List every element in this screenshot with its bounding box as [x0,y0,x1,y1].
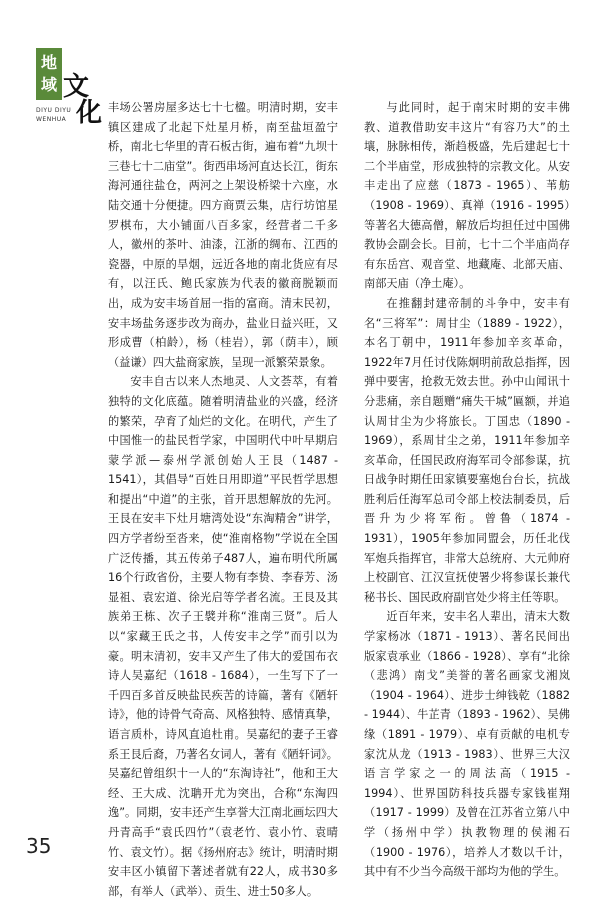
section-pinyin-line-1: DIYU DIYU [36,107,72,114]
paragraph: 丰场公署房屋多达七十七楹。明清时期，安丰镇区建成了北起下灶星月桥，南至盐垣盈宁桥，南北七华里的青石板古街，遍布着“九坝十三巷七十二庙堂”。街西串场河直达长江，街东海河通往盐仓，两河之上架设桥梁十六座，水陆交通十分便捷。四方商贾云集，店行坊馆星罗棋布，大小铺面八百多家，经营者二千多人，徽州的茶叶、油漆，江浙的绸布、江西的瓷器，中原的旱烟，远近各地的南北货应有尽有，以汪氏、鲍氏家族为代表的徽商脱颖而出，成为安丰场首屈一指的富商。清末民初，安丰场盐务逐步改为商办，盐业日益兴旺，又形成曹（柏龄），杨（桂岩），郭（荫丰），顾（益谦）四大盐商家族，呈现一派繁荣景象。 [108,101,338,369]
right-column [364,98,570,882]
left-column [108,98,338,901]
section-title-char-2: 化 [76,98,103,128]
section-pinyin-line-2: WENHUA [36,116,67,123]
paragraph: 与此同时，起于南宋时期的安丰佛教、道教借助安丰这片“有容乃大”的土壤，脉脉相传，渐趋极盛，先后建起七十二个半庙堂，形成独特的宗教文化。从安丰走出了应慈（1873 - 1965）、苇舫（1908 - 1969）、真禅（1916 - 1995）等著名大德高僧，解放后均担任过中国佛教协会副会长。目前，七十二个半庙尚存有东岳宫、观音堂、地藏庵、北部天庙、南部天庙（净土庵）。 [364,101,570,291]
paragraph: 安丰自古以来人杰地灵、人文荟萃，有着独特的文化底蕴。随着明清盐业的兴盛，经济的繁荣，孕育了灿烂的文化。在明代，产生了中国惟一的盐民哲学家，中国明代中叶早期启蒙学派—泰州学派创始人王艮（1487 - 1541），其倡导“百姓日用即道”平民哲学思想和提出“中道”的主张，首开思想解放的先河。王艮在安丰下灶月塘湾处设“东淘精舍”讲学，四方学者纷至沓来，使“淮南格物”学说在全国广泛传播，其五传弟子487人，遍布明代所属16个行政省份，主要人物有李贽、李春芳、汤显祖、袁宏道、徐光启等学者名流。王艮及其族弟王栋、次子王襞并称“淮南三贤”。后人以“家藏王氏之书，人传安丰之学”而引以为豪。明末清初，安丰又产生了伟大的爱国布衣诗人吴嘉纪（1618 - 1684），一生写下了一千四百多首反映盐民疾苦的诗篇，著有《陋轩诗》，他的诗骨气奇高、风格独特、感情真挚，语言质朴，诗风直追杜甫。吴嘉纪的妻子王睿系王艮后裔，乃著名女词人，著有《陋轩词》。吴嘉纪曾组织十一人的“东淘诗社”，他和王大经、王大成、沈聃开尤为突出，合称“东淘四逸”。同期，安丰还产生享誉大江南北画坛四大丹青高手“袁氏四竹”（袁老竹、袁小竹、袁晴竹、袁文竹）。据《扬州府志》统计，明清时期安丰区小镇留下著述者就有22人，成书30多部，有举人（武举）、贡生、进士50多人。 [108,375,338,898]
paragraph: 在推翻封建帝制的斗争中，安丰有名“三将军”：周甘尘（1889 - 1922），本名丁朝中，1911年参加辛亥革命，1922年7月任讨伐陈炯明前敌总指挥，因弹中要害，抢救无效去世。孙中山闻讯十分悲痛，亲自题赠“痛失干城”匾额，并追认周甘尘为少将旅长。丁国忠（1890 - 1969），系周甘尘之弟，1911年参加辛亥革命，任国民政府海军司令部参谋，抗日战争时期任田家镇要塞炮台台长，抗战胜利后任海军总司令部上校法制委员，后晋升为少将军衔。曾鲁（1874 - 1931），1905年参加同盟会，历任北伐军炮兵指挥官，非常大总统府、大元帅府上校副官、江汉宣抚使署少将参谋长兼代秘书长、国民政府副官处少将主任等职。 [364,296,570,604]
section-label-char-2: 域 [40,75,57,94]
section-title-char-1: 文 [63,72,90,102]
section-label-char-1: 地 [40,53,57,72]
page-number: 35 [26,834,52,858]
section-header [36,48,103,138]
paragraph: 近百年来，安丰名人辈出，清末大数学家杨冰（1871 - 1913）、著名民间出版家袁承业（1866 - 1928）、享有“北徐（悲鸿）南戈”美誉的著名画家戈湘岚（1904 - 1964）、进步士绅钱乾（1882 - 1944）、牛芷青（1893 - 1962）、吴佛缘（1891 - 1979）、卓有贡献的电机专家沈从龙（1913 - 1983）、世界三大汉语言学家之一的周法高（1915 - 1994）、世界国防科技兵器专家钱崔翔（1917 - 1999）及曾在江苏省立第八中学（扬州中学）执教物理的侯湘石（1900 - 1976），培养人才数以千计，其中有不少当今高级干部均为他的学生。 [364,610,570,879]
section-label-box [36,48,62,100]
section-pinyin [36,106,71,124]
